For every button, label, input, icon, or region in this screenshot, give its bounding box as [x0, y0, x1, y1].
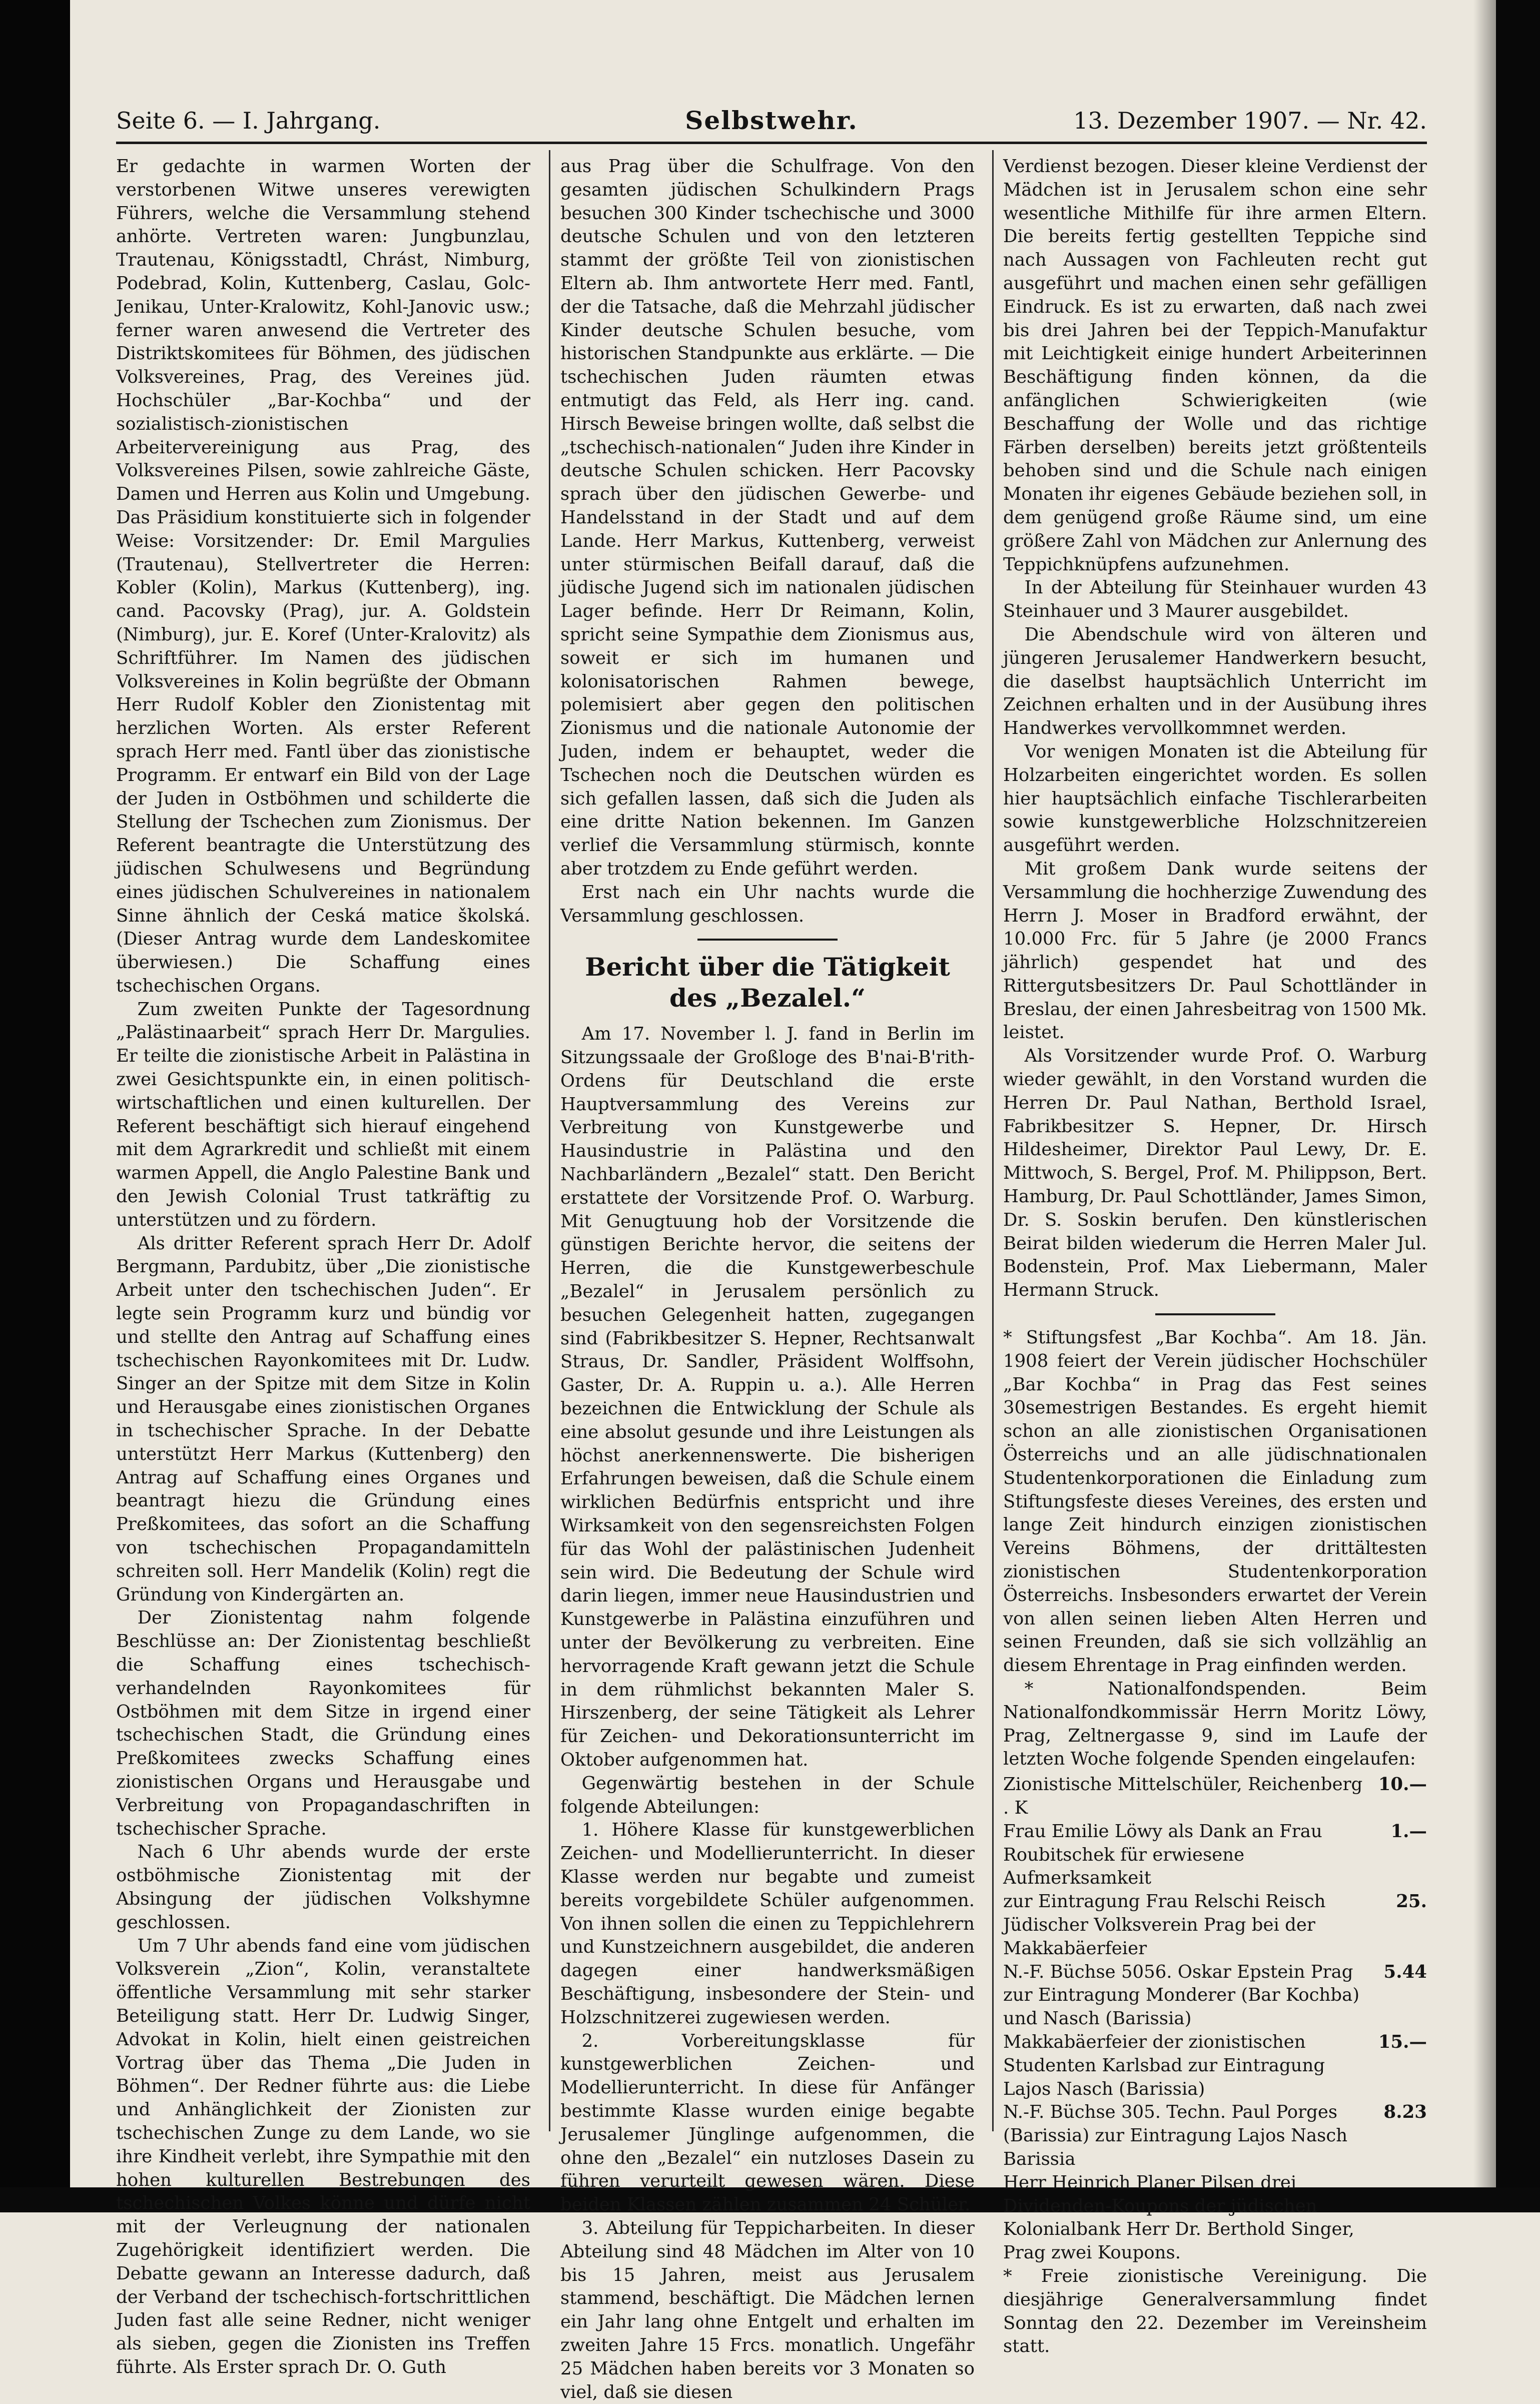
scan-border-left	[0, 0, 70, 2212]
paragraph: Erst nach ein Uhr nachts wurde die Versammlung geschlossen.	[560, 882, 975, 926]
paragraph: aus Prag über die Schulfrage. Von den gesamten jüdischen Schulkindern Prags besuchen 300 Kinder tschechische und 3000 deutsche Schulen und von den letzteren stammt der größte Teil von zionistischen Eltern ab. Ihm antwortete Herr med. Fantl, der die Tatsache, daß die Mehrzahl jüdischer Kinder deutsche Schulen besuche, vom historischen Standpunkte aus erklärte. — Die tschechischen Juden räumten etwas entmutigt das Feld, als Herr ing. cand. Hirsch Beweise bringen wollte, daß selbst die „tschechisch-nationalen“ Juden ihre Kinder in deutsche Schulen schicken. Herr Pacovsky sprach über den jüdischen Gewerbe- und Handelsstand in der Stadt und auf dem Lande. Herr Markus, Kuttenberg, verweist unter stürmischen Beifall darauf, daß die jüdische Jugend sich im nationalen jüdischen Lager befinde. Herr Dr Reimann, Kolin, spricht seine Sympathie dem Zionismus aus, soweit er sich im humanen und kolonisatorischen Rahmen bewege, polemisiert aber gegen den politischen Zionismus und die nationale Autonomie der Juden, indem er behauptet, weder die Tschechen noch die Deutschen würden es sich gefallen lassen, daß sich die Juden als eine dritte Nation bekennen. Im Ganzen verlief die Versammlung stürmisch, konnte aber trotzdem zu Ende geführt werden.	[560, 156, 975, 879]
donation-row	[1003, 2171, 1427, 2265]
notice-nationalfond: * Nationalfondspenden. Beim Nationalfondkommissär Herrn Moritz Löwy, Prag, Zeltnergasse 9, sind im Laufe der letzten Woche folgende Spenden eingelaufen:	[1003, 1679, 1427, 1770]
donation-text: Herr Heinrich Planer Pilsen drei Dividenden-Koupons der jüdischen Kolonialbank Herr Dr. Berthold Singer, Prag zwei Koupons.	[1003, 2172, 1354, 2263]
paragraph: Um 7 Uhr abends fand eine vom jüdischen Volksverein „Zion“, Kolin, veranstaltete öffentliche Versammlung mit sehr starker Beteiligung statt. Herr Dr. Ludwig Singer, Advokat in Kolin, hielt einen geistreichen Vortrag über das Thema „Die Juden in Böhmen“. Der Redner führte aus: die Liebe und Anhänglichkeit der Zionisten zur tschechischen Zunge zu dem Lande, wo sie ihre Kindheit verlebt, ihre Sympathie mit den hohen kulturellen Bestrebungen des tschechischen Volkes könne und dürfe nicht mit der Verleugnung der nationalen Zugehörigkeit identifiziert werden. Die Debatte gewann an Interesse dadurch, daß der Verband der tschechisch-fortschrittlichen Juden fast alle seine Redner, nicht weniger als sieben, gegen die Zionisten ins Treffen führte. Als Erster sprach Dr. O. Guth	[116, 1935, 530, 2377]
section-divider	[1155, 1313, 1275, 1315]
donation-text: Makkabäerfeier der zionistischen Studenten Karlsbad zur Eintragung Lajos Nasch (Barissia)	[1003, 2031, 1325, 2099]
donation-amount: 15.—	[1378, 2031, 1427, 2052]
notice-freie-vereinigung: * Freie zionistische Vereinigung. Die diesjährige Generalversammlung findet Sonntag den 22. Dezember im Vereinsheim statt.	[1003, 2265, 1427, 2357]
column-divider-1	[549, 150, 550, 2131]
donation-row	[1003, 1820, 1427, 1890]
paragraph: Als Vorsitzender wurde Prof. O. Warburg wieder gewählt, in den Vorstand wurden die Herren Dr. Paul Nathan, Berthold Israel, Fabrikbesitzer S. Hepner, Dr. Hirsch Hildesheimer, Direktor Paul Lewy, Dr. E. Mittwoch, S. Bergel, Prof. M. Philippson, Bert. Hamburg, Dr. Paul Schottländer, James Simon, Dr. S. Soskin berufen. Den künstlerischen Beirat bilden wiederum die Herren Maler Jul. Bodenstein, Prof. Max Liebermann, Maler Hermann Struck.	[1003, 1046, 1427, 1301]
issue-date-number: 13. Dezember 1907. — Nr. 42.	[1073, 107, 1427, 134]
donation-text: Frau Emilie Löwy als Dank an Frau Roubitschek für erwiesene Aufmerksamkeit	[1003, 1821, 1322, 1889]
donation-list	[1003, 1773, 1427, 2265]
header-rule	[116, 142, 1427, 144]
donation-text: N.-F. Büchse 305. Techn. Paul Porges (Barissia) zur Eintragung Lajos Nasch Barissia	[1003, 2102, 1348, 2169]
donation-row	[1003, 1961, 1427, 2031]
paragraph: 3. Abteilung für Teppicharbeiten. In dieser Abteilung sind 48 Mädchen im Alter von 10 bis 15 Jahren, meist aus Jerusalem stammend, beschäftigt. Die Mädchen lernen ein Jahr lang ohne Entgelt und erhalten im zweiten Jahre 15 Frcs. monatlich. Ungefähr 25 Mädchen haben bereits vor 3 Monaten so viel, daß sie diesen	[560, 2217, 975, 2402]
article-heading-bezalel: Bericht über die Tätigkeit des „Bezalel.“	[585, 952, 950, 1013]
donation-amount: 10.—	[1378, 1774, 1427, 1795]
paragraph: Am 17. November l. J. fand in Berlin im Sitzungssaale der Großloge des B'nai-B'rith-Ordens für Deutschland die erste Hauptversammlung des Vereins zur Verbreitung von Kunstgewerbe und Hausindustrie in Palästina und den Nachbarländern „Bezalel“ statt. Den Bericht erstattete der Vorsitzende Prof. O. Warburg. Mit Genugtuung hob der Vorsitzende die günstigen Berichte hervor, die seitens der Herren, die die Kunstgewerbeschule „Bezalel“ in Jerusalem persönlich zu besuchen Gelegenheit hatten, zugegangen sind (Fabrikbesitzer S. Hepner, Rechtsanwalt Straus, Dr. Sandler, Präsident Wolffsohn, Gaster, Dr. A. Ruppin u. a.). Alle Herren bezeichnen die Entwicklung der Schule als eine absolut gesunde und ihre Leistungen als höchst anerkennenswerte. Die bisherigen Erfahrungen beweisen, daß die Schule einem wirklichen Bedürfnis entspricht und ihre Wirksamkeit von den segensreichsten Folgen für das Wohl der palästinischen Judenheit sein wird. Die Bedeutung der Schule wird darin liegen, immer neue Hausindustrien und Kunstgewerbe in Palästina einzuführen und unter der Bevölkerung zu verbreiten. Eine hervorragende Kraft gewann jetzt die Schule in dem rühmlichst bekannten Maler S. Hirszenberg, der seine Tätigkeit als Lehrer für Zeichen- und Dekorationsunterricht im Oktober aufgenommen hat.	[560, 1024, 975, 1770]
paragraph: 1. Höhere Klasse für kunstgewerblichen Zeichen- und Modellierunterricht. In dieser Klasse werden nur begabte und zumeist bereits vorgebildete Schüler aufgenommen. Von ihnen sollen die einen zu Teppichlehrern und Kunstzeichnern ausgebildet, die anderen dagegen einer handwerksmäßigen Beschäftigung, insbesondere der Stein- und Holzschnitzerei zugewiesen werden.	[560, 1820, 975, 2028]
paragraph: 2. Vorbereitungsklasse für kunstgewerblichen Zeichen- und Modellierunterricht. In diese für Anfänger bestimmte Klasse wurden einige begabte Jerusalemer Jünglinge aufgenommen, die ohne den „Bezalel“ ein nutzloses Dasein zu führen verurteilt gewesen wären. Diese beiden Klassen zählen zusammen 24 Schüler.	[560, 2030, 975, 2215]
page-header	[116, 103, 1427, 139]
donation-text: zur Eintragung Frau Relschi Reisch Jüdischer Volksverein Prag bei der Makkabäerfeier	[1003, 1891, 1326, 1959]
paragraph: Nach 6 Uhr abends wurde der erste ostböhmische Zionistentag mit der Absingung der jüdischen Volkshymne geschlossen.	[116, 1842, 530, 1933]
paragraph: Vor wenigen Monaten ist die Abteilung für Holzarbeiten eingerichtet worden. Es sollen hier hauptsächlich einfache Tischlerarbeiten sowie kunstgewerbliche Holzschnitzereien ausgeführt werden.	[1003, 741, 1427, 856]
column-divider-2	[992, 150, 994, 2131]
donation-amount: 5.44	[1383, 1961, 1427, 1982]
paragraph: Gegenwärtig bestehen in der Schule folgende Abteilungen:	[560, 1773, 975, 1817]
donation-amount: 1.—	[1390, 1821, 1427, 1842]
column-1	[116, 155, 530, 2377]
newspaper-title: Selbstwehr.	[685, 106, 858, 135]
paragraph: Die Abendschule wird von älteren und jüngeren Jerusalemer Handwerkern besucht, die daselbst hauptsächlich Unterricht im Zeichnen erhalten und in der Ausübung ihres Handwerkes vervollkommnet werden.	[1003, 624, 1427, 739]
donation-row	[1003, 1890, 1427, 1960]
paragraph: In der Abteilung für Steinhauer wurden 43 Steinhauer und 3 Maurer ausgebildet.	[1003, 577, 1427, 622]
scan-border-right	[1496, 0, 1540, 2212]
donation-row	[1003, 2031, 1427, 2101]
paragraph: Er gedachte in warmen Worten der verstorbenen Witwe unseres verewigten Führers, welche die Versammlung stehend anhörte. Vertreten waren: Jungbunzlau, Trautenau, Königsstadtl, Chrást, Nimburg, Podebrad, Kolin, Kuttenberg, Caslau, Golc-Jenikau, Unter-Kralowitz, Kohl-Janovic usw.; ferner waren anwesend die Vertreter des Distriktskomitees für Böhmen, des jüdischen Volksvereines, Prag, des Vereines jüd. Hochschüler „Bar-Kochba“ und der sozialistisch-zionistischen Arbeitervereinigung aus Prag, des Volksvereines Pilsen, sowie zahlreiche Gäste, Damen und Herren aus Kolin und Umgebung. Das Präsidium konstituierte sich in folgender Weise: Vorsitzender: Dr. Emil Margulies (Trautenau), Stellvertreter die Herren: Kobler (Kolin), Markus (Kuttenberg), ing. cand. Pacovsky (Prag), jur. A. Goldstein (Nimburg), jur. E. Koref (Unter-Kralovitz) als Schriftführer. Im Namen des jüdischen Volksvereines in Kolin begrüßte der Obmann Herr Rudolf Kobler den Zionistentag mit herzlichen Worten. Als erster Referent sprach Herr med. Fantl über das zionistische Programm. Er entwarf ein Bild von der Lage der Juden in Ostböhmen und schilderte die Stellung der Tschechen zum Zionismus. Der Referent beantragte die Unterstützung des jüdischen Schulwesens und Begründung eines jüdischen Schulvereines in nationalem Sinne ähnlich der Ceská matice školská. (Dieser Antrag wurde dem Landeskomitee überwiesen.) Die Schaffung eines tschechischen Organs.	[116, 156, 530, 996]
paragraph: Verdienst bezogen. Dieser kleine Verdienst der Mädchen ist in Jerusalem schon eine sehr wesentliche Mithilfe für ihre armen Eltern. Die bereits fertig gestellten Teppiche sind nach Aussagen von Fachleuten recht gut ausgeführt und machen einen sehr gefälligen Eindruck. Es ist zu erwarten, daß nach zwei bis drei Jahren bei der Teppich-Manufaktur mit Leichtigkeit einige hundert Arbeiterinnen Beschäftigung finden können, da die anfänglichen Schwierigkeiten (wie Beschaffung der Wolle und das richtige Färben derselben) bereits jetzt größtenteils behoben sind und die Schule nach einigen Monaten ihr eigenes Gebäude beziehen soll, in dem genügend große Räume sind, um eine größere Zahl von Mädchen zur Anlernung des Teppichknüpfens aufzunehmen.	[1003, 156, 1427, 575]
section-divider	[697, 939, 838, 941]
paragraph: Zum zweiten Punkte der Tagesordnung „Palästinaarbeit“ sprach Herr Dr. Margulies. Er teilte die zionistische Arbeit in Palästina in zwei Gesichtspunkte ein, in einen politisch-wirtschaftlichen und einen kulturellen. Der Referent beschäftigt sich hierauf eingehend mit dem Agrarkredit und schließt mit einem warmen Appell, die Anglo Palestine Bank und den Jewish Colonial Trust tatkräftig zu unterstützen und zu fördern.	[116, 999, 530, 1230]
donation-row	[1003, 1773, 1427, 1820]
paragraph: Als dritter Referent sprach Herr Dr. Adolf Bergmann, Pardubitz, über „Die zionistische Arbeit unter den tschechischen Juden“. Er legte sein Programm kurz und bündig vor und stellte den Antrag auf Schaffung eines tschechischen Rayonkomitees mit Dr. Ludw. Singer an der Spitze mit dem Sitze in Kolin und Herausgabe eines zionistischen Organes in tschechischer Sprache. In der Debatte unterstützt Herr Markus (Kuttenberg) den Antrag auf Schaffung eines Organes und beantragt hiezu die Gründung eines Preßkomitees, das sofort an die Schaffung von tschechischen Propagandamitteln schreiten soll. Herr Mandelik (Kolin) regt die Gründung von Kindergärten an.	[116, 1233, 530, 1605]
donation-amount: 8.23	[1383, 2102, 1427, 2123]
donation-text: Zionistische Mittelschüler, Reichenberg . K	[1003, 1774, 1363, 1818]
notice-bar-kochba: * Stiftungsfest „Bar Kochba“. Am 18. Jän. 1908 feiert der Verein jüdischer Hochschüler „Bar Kochba“ in Prag das Fest seines 30semestrigen Bestandes. Es ergeht hiemit schon an alle zionistischen Organisationen Österreichs und an alle jüdischnationalen Studentenkorporationen die Einladung zum Stiftungsfeste dieses Vereines, des ersten und lange Zeit hindurch einzigen zionistischen Vereins Böhmens, der drittältesten zionistischen Studentenkorporation Österreichs. Insbesonders erwartet der Verein von allen seinen lieben Alten Herren und seinen Freunden, daß sie sich vollzählig an diesem Ehrentage in Prag einfinden werden.	[1003, 1327, 1427, 1676]
donation-row	[1003, 2101, 1427, 2171]
paragraph: Mit großem Dank wurde seitens der Versammlung die hochherzige Zuwendung des Herrn J. Moser in Bradford erwähnt, der 10.000 Frc. für 5 Jahre (je 2000 Francs jährlich) gespendet hat und des Rittergutsbesitzers Dr. Paul Schottländer in Breslau, der einen Jahresbeitrag von 1500 Mk. leistet.	[1003, 858, 1427, 1043]
column-3	[1003, 155, 1427, 2357]
page-number-volume: Seite 6. — I. Jahrgang.	[116, 107, 381, 134]
paragraph: Der Zionistentag nahm folgende Beschlüsse an: Der Zionistentag beschließt die Schaffung eines tschechisch-verhandelnden Rayonkomitees für Ostböhmen mit dem Sitze in irgend einer tschechischen Stadt, die Gründung eines Preßkomitees zwecks Schaffung eines zionistischen Organs und Herausgabe und Verbreitung von Propagandaschriften in tschechischer Sprache.	[116, 1608, 530, 1839]
donation-text: N.-F. Büchse 5056. Oskar Epstein Prag zur Eintragung Monderer (Bar Kochba) und Nasch (Barissia)	[1003, 1961, 1360, 2029]
page-fold-shadow	[1473, 0, 1496, 2187]
donation-amount: 25.	[1396, 1891, 1427, 1912]
column-2	[560, 155, 975, 2402]
